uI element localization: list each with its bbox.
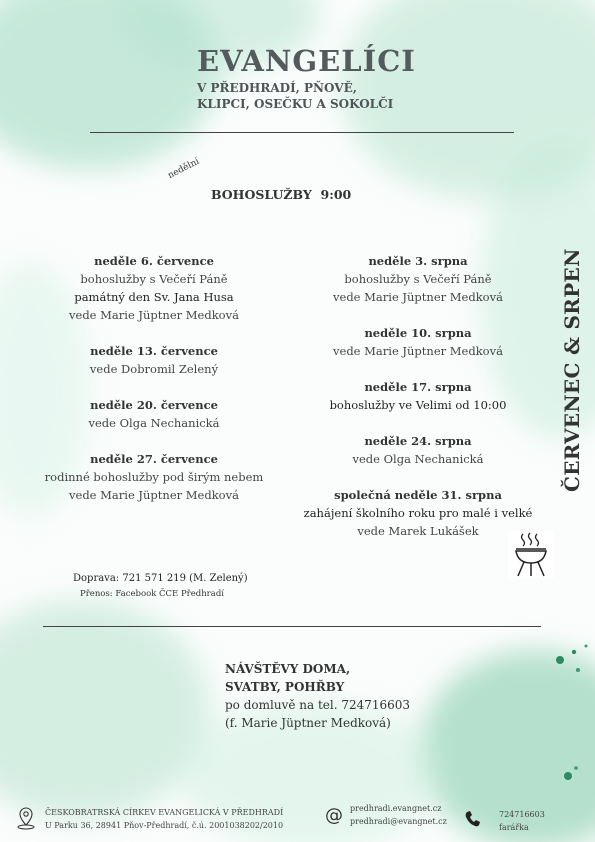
entry-line: vede Marie Jüptner Medková [69, 308, 239, 322]
sunday-label: nedělní [166, 156, 202, 181]
entry-day: neděle 6. července [94, 254, 214, 268]
entry-line: vede Marie Jüptner Medková [333, 344, 503, 358]
phone-icon [464, 810, 482, 828]
footer-contacts [350, 802, 447, 828]
footer-org [45, 806, 283, 832]
services-heading: BOHOSLUŽBY 9:00 [211, 187, 352, 202]
schedule-entry [28, 342, 280, 378]
august-schedule [288, 252, 548, 558]
entry-line: památný den Sv. Jana Husa [74, 290, 234, 304]
visits-line: po domluvě na tel. 724716603 [225, 698, 411, 712]
entry-line: vede Marek Lukášek [357, 524, 479, 538]
location-pin-icon [16, 806, 36, 830]
entry-line: vede Dobromil Zelený [89, 362, 219, 376]
entry-line: rodinné bohoslužby pod širým nebem [44, 470, 264, 484]
entry-day: neděle 17. srpna [364, 380, 472, 394]
divider [90, 132, 514, 133]
entry-day: neděle 24. srpna [364, 434, 472, 448]
transport-info: Doprava: 721 571 219 (M. Zelený) [73, 573, 248, 584]
footer-phone: 724716603 [499, 810, 545, 819]
schedule-entry [288, 378, 548, 414]
subtitle-line: V PŘEDHRADÍ, PŇOVĚ, [197, 81, 357, 95]
entry-line: vede Marie Jüptner Medková [333, 290, 503, 304]
side-title: ČERVENEC & SRPEN [560, 248, 584, 492]
schedule-entry [28, 252, 280, 324]
divider [43, 626, 541, 627]
entry-day: neděle 3. srpna [368, 254, 468, 268]
schedule-entry [28, 396, 280, 432]
entry-line: vede Marie Jüptner Medková [69, 488, 239, 502]
at-sign-icon: @ [325, 805, 343, 826]
visits-line: (f. Marie Jüptner Medková) [225, 716, 391, 730]
entry-day: neděle 13. července [90, 344, 218, 358]
page-subtitle [197, 80, 457, 112]
entry-day: společná neděle 31. srpna [334, 488, 502, 502]
footer-address: U Parku 36, 28941 Pňov-Předhradí, č.ú. 2001038202/2010 [45, 821, 284, 830]
july-schedule [28, 252, 280, 522]
entry-line: bohoslužby s Večeří Páně [344, 272, 492, 286]
schedule-entry [288, 324, 548, 360]
entry-line: bohoslužby ve Velimi od 10:00 [329, 398, 507, 412]
entry-day: neděle 27. července [90, 452, 218, 466]
footer-web-link[interactable]: predhradi.evangnet.cz [350, 804, 442, 813]
schedule-entry [28, 450, 280, 504]
subtitle-line: KLIPCI, OSEČKU A SOKOLČI [197, 97, 394, 111]
stream-info: Přenos: Facebook ČCE Předhradí [80, 589, 224, 599]
footer-email-link[interactable]: predhradi@evangnet.cz [350, 817, 447, 826]
entry-line: bohoslužby s Večeří Páně [80, 272, 228, 286]
grill-icon [508, 530, 554, 578]
entry-line: zahájení školního roku pro malé i velké [303, 506, 533, 520]
footer-org-name: ČESKOBRATRSKÁ CÍRKEV EVANGELICKÁ V PŘEDHRADÍ [45, 808, 284, 817]
schedule-entry [288, 252, 548, 306]
entry-day: neděle 20. července [90, 398, 218, 412]
watercolor-wash [0, 600, 210, 820]
paint-splatter-decoration [548, 640, 593, 780]
schedule-entry [288, 432, 548, 468]
visits-heading: SVATBY, POHŘBY [225, 680, 345, 694]
entry-line: vede Olga Nechanická [352, 452, 484, 466]
entry-day: neděle 10. srpna [364, 326, 472, 340]
footer-phone-block [499, 808, 545, 834]
footer-role: farářka [499, 823, 529, 832]
entry-line: vede Olga Nechanická [88, 416, 220, 430]
visits-block [225, 660, 410, 732]
visits-heading: NÁVŠTĚVY DOMA, [225, 662, 351, 676]
page-title: EVANGELÍCI [197, 44, 416, 78]
